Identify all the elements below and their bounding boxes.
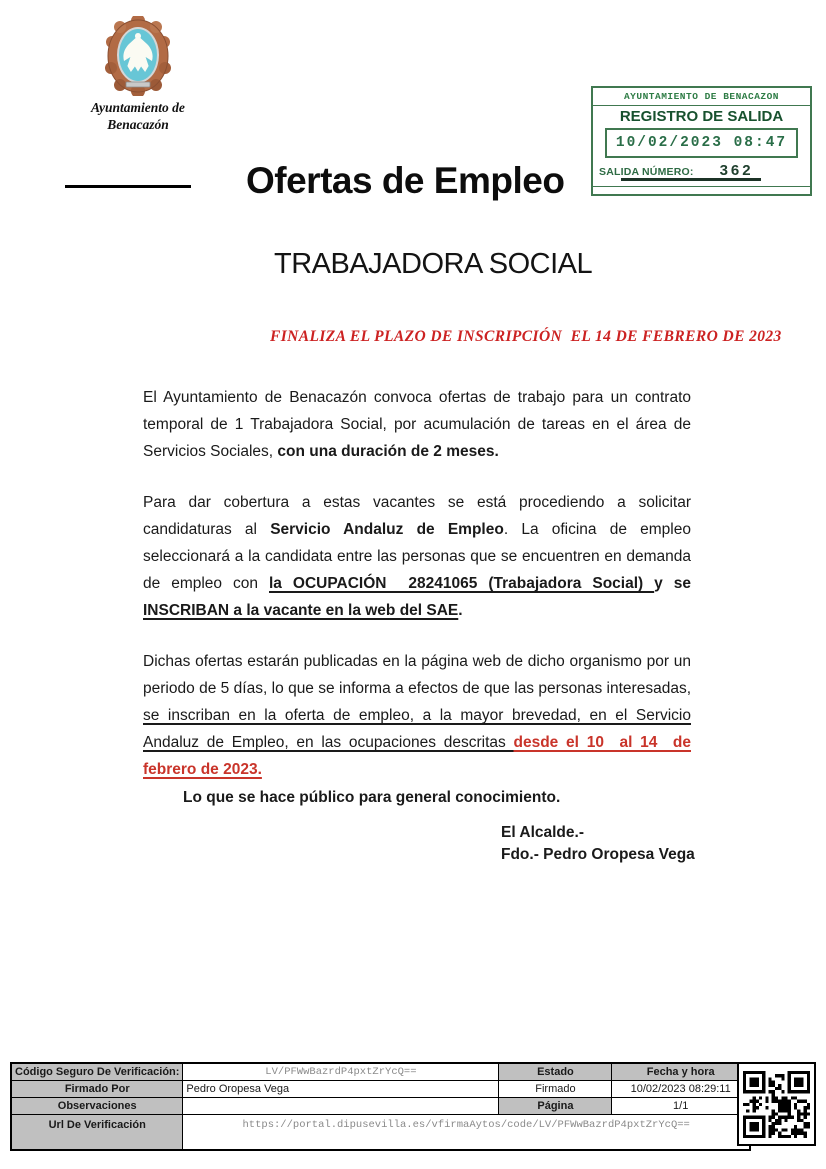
logo-caption-line1: Ayuntamiento de xyxy=(91,100,185,115)
text-run: INSCRIBAN a la vacante en la web del SAE xyxy=(143,602,459,619)
closing-statement: Lo que se hace público para general conocimiento. xyxy=(183,789,561,806)
firmado-por-label: Firmado Por xyxy=(11,1081,183,1098)
firmado-por-value: Pedro Oropesa Vega xyxy=(183,1081,499,1098)
text-run: Para dar cobertura a estas vacantes se está procediendo a solicitar candidaturas al xyxy=(143,494,691,538)
text-run: desde el 10 al 14 de febrero de 2023. xyxy=(143,734,691,778)
text-run: . La oficina de empleo seleccionará a la candidata entre las personas que se encuentren en demanda de empleo con xyxy=(143,521,691,592)
fecha-value: 10/02/2023 08:29:11 xyxy=(612,1081,750,1098)
qr-box xyxy=(737,1062,816,1146)
pagina-label: Página xyxy=(499,1098,612,1115)
verification-table xyxy=(10,1062,751,1151)
stamp-number-value: 362 xyxy=(719,162,754,179)
text-run: y se xyxy=(654,575,692,592)
csv-value: LV/PFWwBazrdP4pxtZrYcQ== xyxy=(183,1063,499,1081)
csv-label: Código Seguro De Verificación: xyxy=(11,1063,183,1081)
paragraph-1 xyxy=(143,384,691,465)
signature-block xyxy=(501,822,695,865)
logo-caption-line2: Benacazón xyxy=(107,117,169,132)
logo-caption xyxy=(50,99,226,133)
pagina-value: 1/1 xyxy=(612,1098,750,1115)
signature-name: Fdo.- Pedro Oropesa Vega xyxy=(501,845,695,863)
stamp-registry-label: REGISTRO DE SALIDA xyxy=(619,108,784,125)
text-run: El Ayuntamiento de Benacazón convoca ofertas de trabajo para un contrato temporal de 1 Trabajadora Social, por acumulación de tareas en el área de Servicios Sociales, xyxy=(143,389,691,460)
text-run: con una duración de 2 meses. xyxy=(277,443,499,460)
text-run: Dichas ofertas estarán publicadas en la página web de dicho organismo por un periodo de 5 días, lo que se informa a efectos de que las personas interesadas, xyxy=(143,653,691,697)
stamp-bottom-rule xyxy=(593,186,810,187)
fecha-header: Fecha y hora xyxy=(612,1063,750,1081)
paragraph-3 xyxy=(143,648,691,783)
qr-code xyxy=(743,1071,810,1138)
crest-svg xyxy=(104,16,172,96)
signature-role: El Alcalde.- xyxy=(501,824,584,841)
estado-header: Estado xyxy=(499,1063,612,1081)
text-run: la OCUPACIÓN 28241065 (Trabajadora Social) xyxy=(269,575,655,592)
stamp-org-name: AYUNTAMIENTO DE BENACAZON xyxy=(593,88,810,106)
page-title: Ofertas de Empleo xyxy=(246,160,565,201)
text-run: se inscriban en la oferta de empleo, a la mayor brevedad, en el Servicio Andaluz de Empleo, en las ocupaciones descritas xyxy=(143,707,691,751)
url-value: https://portal.dipusevilla.es/vfirmaAytos/code/LV/PFWwBazrdP4pxtZrYcQ== xyxy=(183,1115,750,1151)
job-title: TRABAJADORA SOCIAL xyxy=(274,248,593,280)
paragraph-2 xyxy=(143,489,691,624)
observaciones-label: Observaciones xyxy=(11,1098,183,1115)
estado-value: Firmado xyxy=(499,1081,612,1098)
deadline-notice: FINALIZA EL PLAZO DE INSCRIPCIÓN EL 14 DE FEBRERO DE 2023 xyxy=(270,328,782,345)
text-run: . xyxy=(458,602,463,619)
observaciones-value xyxy=(183,1098,499,1115)
text-run: Servicio Andaluz de Empleo xyxy=(270,521,504,538)
header-divider-line xyxy=(65,185,191,188)
url-label: Url De Verificación xyxy=(11,1115,183,1151)
stamp-number-label: SALIDA NÚMERO: xyxy=(599,166,694,178)
registry-stamp xyxy=(591,86,812,196)
municipal-crest-icon xyxy=(104,16,172,96)
stamp-datetime: 10/02/2023 08:47 xyxy=(605,128,798,158)
